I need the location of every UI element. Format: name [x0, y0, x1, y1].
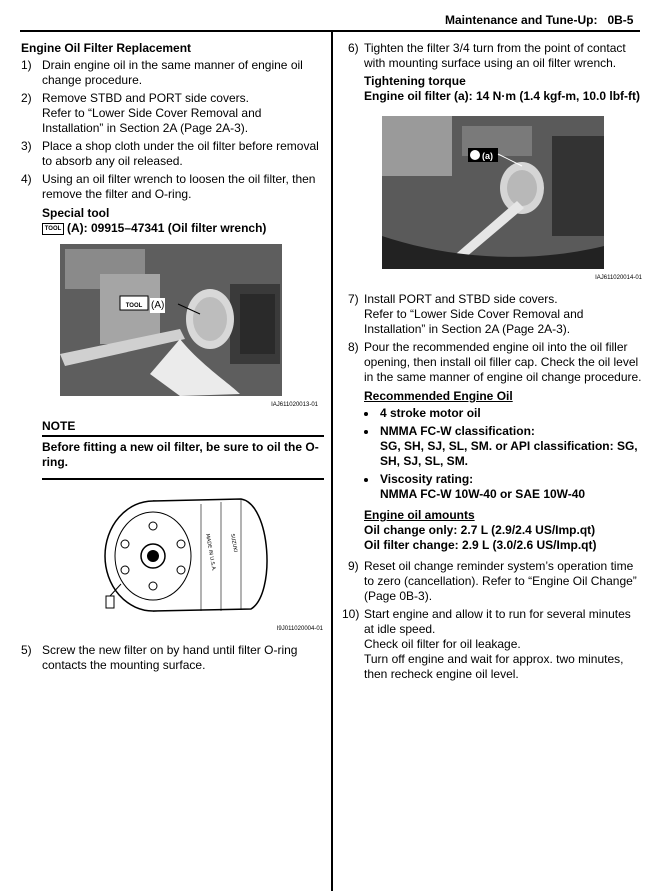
step-9 — [348, 559, 643, 604]
oil-filter-drawing — [91, 494, 323, 637]
step-4 — [21, 172, 324, 202]
recommended-oil-heading: Recommended Engine Oil — [364, 389, 513, 403]
engine-photo-illustration — [60, 244, 282, 396]
header-title: Maintenance and Tune-Up: — [445, 13, 598, 27]
list-item-title: • NMMA FC-W classification: — [380, 424, 535, 438]
list-item — [378, 424, 643, 469]
right-column — [342, 41, 643, 685]
note-heading: NOTE — [42, 419, 324, 437]
list-item — [378, 406, 643, 421]
list-item-detail: NMMA FC-W 10W-40 or SAE 10W-40 — [380, 487, 586, 501]
step-subtext-1: Check oil filter for oil leakage. — [364, 637, 521, 651]
header-rule — [20, 30, 640, 32]
special-tool-value: (A): 09915–47341 (Oil filter wrench) — [67, 221, 267, 235]
photo-oil-filter-wrench — [60, 244, 318, 413]
step-6 — [348, 41, 643, 71]
recommended-oil-block — [348, 389, 643, 553]
column-divider — [331, 32, 333, 891]
step-2 — [21, 91, 324, 136]
step-number: 8) — [348, 340, 359, 354]
step-number: 2) — [21, 91, 32, 105]
step-number: 7) — [348, 292, 359, 306]
page-header — [445, 13, 633, 27]
step-10 — [342, 607, 643, 682]
step-text: Screw the new filter on by hand until filter O-ring contacts the mounting surface. — [42, 643, 298, 672]
list-item-title: • Viscosity rating: — [380, 472, 474, 486]
torque-label: Tightening torque — [364, 74, 466, 88]
step-text: Install PORT and STBD side covers. — [364, 292, 558, 306]
step-number: 9) — [348, 559, 359, 573]
photo-tighten-filter — [382, 116, 642, 286]
filter-label-text-a: MADE IN U.S.A. — [204, 533, 217, 572]
step-text: Reset oil change reminder system’s operation time to zero (cancellation). Refer to “Engine Oil Change” (Page 0B-3). — [364, 559, 637, 603]
photo-label-a: (A) — [151, 300, 165, 311]
photo-caption: IAJ611020014-01 — [595, 275, 642, 281]
step-reference: Refer to “Lower Side Cover Removal and Installation” in Section 2A (Page 2A-3). — [364, 307, 584, 336]
photo-label-a-small: (a) — [482, 151, 493, 161]
step-7 — [348, 292, 643, 337]
recommended-oil-list — [364, 406, 643, 502]
list-item-title: 4 stroke motor oil — [380, 406, 481, 420]
oil-amount-change-only: Oil change only: 2.7 L (2.9/2.4 US/Imp.qt) — [364, 523, 596, 537]
step-3 — [21, 139, 324, 169]
note-text: Before fitting a new oil filter, be sure to oil the O-ring. — [42, 437, 324, 480]
tool-icon: TOOL — [42, 223, 64, 235]
oil-amounts-heading: Engine oil amounts — [364, 508, 475, 522]
page-number: 0B-5 — [607, 13, 634, 27]
step-text: Place a shop cloth under the oil filter before removal to absorb any oil released. — [42, 139, 319, 168]
special-tool-label: Special tool — [42, 206, 110, 220]
step-text: Start engine and allow it to run for several minutes at idle speed. — [364, 607, 631, 636]
step-text: Drain engine oil in the same manner of engine oil change procedure. — [42, 58, 303, 87]
engine-photo-illustration — [382, 116, 604, 269]
drawing-caption: I9J011020004-01 — [276, 626, 323, 632]
step-text: Tighten the filter 3/4 turn from the point of contact with mounting surface using an oil filter wrench. — [364, 41, 626, 70]
list-item — [378, 472, 643, 502]
special-tool-block — [21, 206, 324, 236]
step-number: 1) — [21, 58, 32, 72]
oil-filter-illustration — [91, 494, 291, 618]
step-text: Pour the recommended engine oil into the oil filler opening, then install oil filler cap. Check the oil level in the same manner of engine oil change procedure. — [364, 340, 642, 384]
step-5 — [21, 643, 324, 673]
torque-block — [348, 74, 643, 104]
step-subtext-2: Turn off engine and wait for approx. two minutes, then recheck engine oil level. — [364, 652, 624, 681]
section-title: Engine Oil Filter Replacement — [21, 41, 192, 55]
step-text: Using an oil filter wrench to loosen the oil filter, then remove the filter and O-ring. — [42, 172, 316, 201]
step-text: Remove STBD and PORT side covers. — [42, 91, 249, 105]
photo-caption: IAJ611020013-01 — [271, 402, 318, 408]
step-number: 3) — [21, 139, 32, 153]
step-1 — [21, 58, 324, 88]
step-number: 5) — [21, 643, 32, 657]
left-column — [21, 41, 324, 676]
torque-value: Engine oil filter (a): 14 N·m (1.4 kgf-m, 10.0 lbf-ft) — [364, 89, 641, 103]
photo-tool-icon: TOOL — [125, 303, 143, 309]
step-number: 6) — [348, 41, 359, 55]
step-8 — [348, 340, 643, 385]
filter-label-text-b: SUZUKI — [229, 533, 239, 553]
oil-amount-filter-change: Oil filter change: 2.9 L (3.0/2.6 US/Imp.qt) — [364, 538, 597, 552]
step-number: 10) — [342, 607, 360, 621]
step-reference: Refer to “Lower Side Cover Removal and Installation” in Section 2A (Page 2A-3). — [42, 106, 262, 135]
list-item-detail: SG, SH, SJ, SL, SM. or API classification: SG, SH, SJ, SL, SM. — [380, 439, 638, 468]
step-number: 4) — [21, 172, 32, 186]
